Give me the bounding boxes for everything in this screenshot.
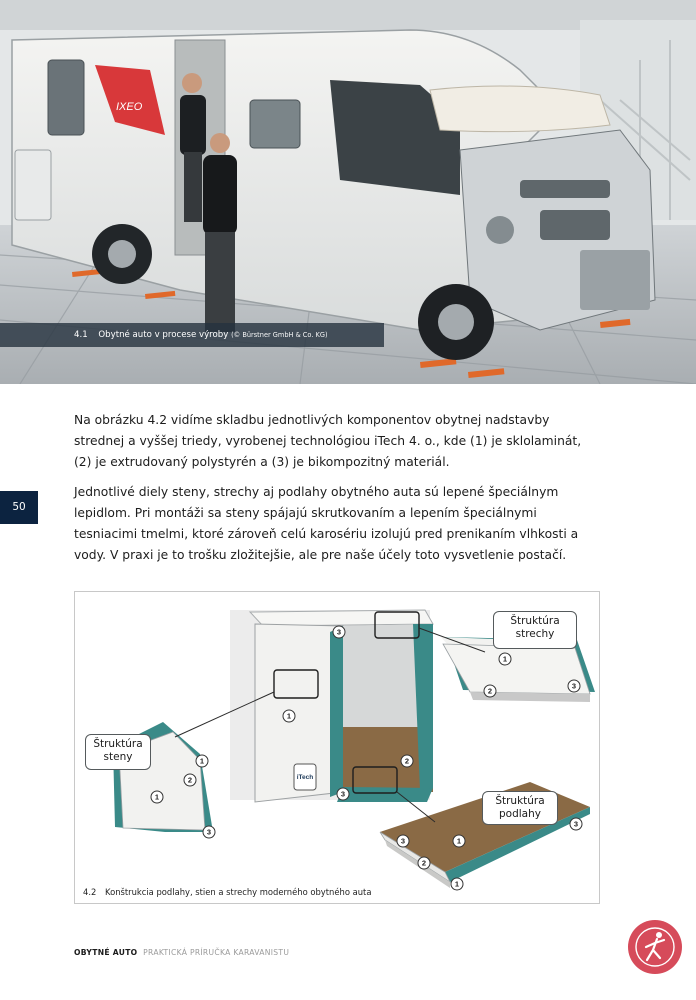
svg-text:1: 1 — [199, 756, 205, 766]
svg-text:3: 3 — [336, 627, 342, 637]
label-line: Štruktúra — [93, 738, 143, 750]
wall-structure-label — [85, 734, 151, 770]
layer-badge-3 — [203, 826, 215, 838]
page-number-tab — [0, 491, 38, 524]
figure-caption — [83, 887, 371, 897]
label-line: podlahy — [499, 808, 541, 820]
svg-text:2: 2 — [421, 858, 427, 868]
photo-caption-text: Obytné auto v procese výroby — [98, 330, 229, 340]
figure-caption-text: Konštrukcia podlahy, stien a strechy moderného obytného auta — [105, 887, 372, 897]
label-line: strechy — [515, 628, 555, 640]
layer-badge-1 — [283, 710, 295, 722]
floor-structure-label — [482, 791, 558, 825]
layer-badge-3 — [570, 818, 582, 830]
layer-badge-3 — [397, 835, 409, 847]
layer-badge-3 — [333, 626, 345, 638]
svg-text:3: 3 — [571, 681, 577, 691]
layer-badge-2 — [184, 774, 196, 786]
label-line: steny — [103, 751, 133, 763]
svg-text:1: 1 — [454, 879, 460, 889]
svg-text:3: 3 — [206, 827, 212, 837]
layer-badge-1 — [499, 653, 511, 665]
svg-text:2: 2 — [404, 756, 410, 766]
layer-badge-1 — [453, 835, 465, 847]
layer-badge-3 — [568, 680, 580, 692]
publisher-logo-icon — [628, 920, 682, 974]
construction-figure — [74, 591, 600, 904]
svg-text:1: 1 — [154, 792, 160, 802]
layer-badge-1 — [451, 878, 463, 890]
photo-caption-credit: (© Bürstner GmbH & Co. KG) — [231, 331, 328, 339]
footer-brand: OBYTNÉ AUTO — [74, 948, 138, 957]
layer-badge-3 — [337, 788, 349, 800]
brand-decal: IXEO — [116, 101, 143, 113]
svg-text:1: 1 — [456, 836, 462, 846]
worker-figure-2 — [203, 133, 237, 332]
layer-badge-2 — [418, 857, 430, 869]
svg-text:1: 1 — [286, 711, 292, 721]
layer-badge-1 — [151, 791, 163, 803]
photo-caption-number: 4.1 — [74, 330, 88, 340]
paragraph: Na obrázku 4.2 vidíme skladbu jednotlivých komponentov obytnej nadstavby strednej a vyššej triedy, vyrobenej technológiou iTech 4. o., kde (1) je sklolaminát, (2) je extrudovaný polystyrén a (3) je bikompozitný materiál. — [74, 413, 582, 469]
svg-text:iTech: iTech — [296, 774, 314, 781]
layer-badge-1 — [196, 755, 208, 767]
svg-text:2: 2 — [187, 775, 193, 785]
svg-text:3: 3 — [400, 836, 406, 846]
svg-text:1: 1 — [502, 654, 508, 664]
svg-text:3: 3 — [573, 819, 579, 829]
roof-structure-label — [493, 611, 577, 649]
svg-text:3: 3 — [340, 789, 346, 799]
label-line: Štruktúra — [495, 795, 545, 807]
itech-badge — [294, 764, 316, 790]
page-number: 50 — [12, 501, 26, 513]
layer-badge-2 — [484, 685, 496, 697]
photo-caption — [0, 323, 384, 347]
paragraph: Jednotlivé diely steny, strechy aj podlahy obytného auta sú lepené špeciálnym lepidlom. Pri montáži sa steny spájajú skrutkovaním a lepením špeciálnymi tesniacimi tmelmi, ktoré zároveň celú karosériu izolujú pred prenikaním vlhkosti a vody. V praxi je to trošku zložitejšie, ale pre naše účely toto vysvetlenie postačí. — [74, 485, 579, 562]
label-line: Štruktúra — [510, 615, 560, 627]
footer-subtitle: PRAKTICKÁ PRÍRUČKA KARAVANISTU — [143, 948, 290, 957]
figure-caption-number: 4.2 — [83, 887, 97, 897]
body-text — [74, 410, 602, 575]
top-photo — [0, 0, 696, 384]
page-footer — [74, 948, 289, 957]
layer-badge-2 — [401, 755, 413, 767]
svg-text:2: 2 — [487, 686, 493, 696]
